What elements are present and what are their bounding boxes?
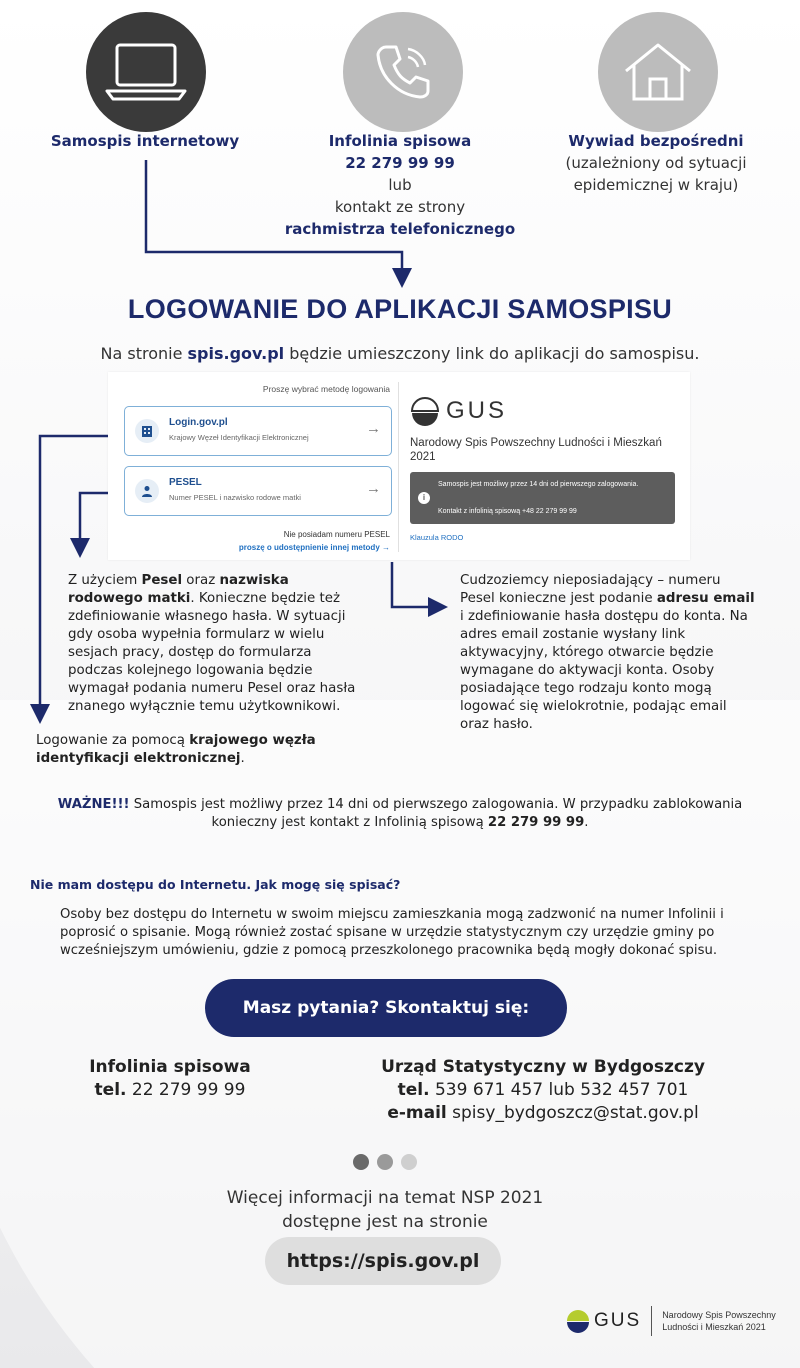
- method-direct-note1: (uzależniony od sytuacji: [565, 154, 747, 172]
- no-internet-question: Nie mam dostępu do Internetu. Jak mogę się spisać?: [30, 877, 401, 892]
- footer-gus-text: GUS: [594, 1310, 642, 1331]
- dot: [353, 1154, 369, 1170]
- gus-logo-text: GUS: [446, 397, 508, 424]
- pagination-dots: [353, 1154, 417, 1170]
- method-online-title: Samospis internetowy: [50, 132, 240, 150]
- method-phone-or: lub: [388, 176, 412, 194]
- footer-logo: [566, 1306, 776, 1336]
- login-option-logingov-title: Login.gov.pl: [169, 417, 228, 428]
- page-title: LOGOWANIE DO APLIKACJI SAMOSPISU: [127, 294, 673, 324]
- gus-logo: [410, 396, 507, 426]
- request-other-method-link[interactable]: proszę o udostępnienie innej metody →: [238, 543, 390, 552]
- method-phone-rachmistrz: rachmistrza telefonicznego: [284, 220, 516, 238]
- website-link[interactable]: https://spis.gov.pl: [265, 1237, 501, 1285]
- gus-logo-icon: [566, 1309, 590, 1333]
- info-icon: i: [418, 492, 430, 504]
- building-icon: [135, 419, 159, 443]
- method-phone-contact: kontakt ze strony: [334, 198, 466, 216]
- arrow-right-icon: →: [366, 480, 381, 497]
- rodo-link[interactable]: Klauzula RODO: [410, 533, 464, 542]
- foreigners-description: Cudzoziemcy nieposiadający – numeru Pesel konieczne jest podanie adresu email i zdefiniowanie hasła dostępu do konta. Na adres email zostanie wysłany link aktywacyjny, którego otwarcie będzie wymagane do aktywacji konta. Osoby posiadające tego rodzaju konto mogą logować się wielokrotnie, podając email oraz hasło.: [460, 573, 755, 732]
- login-option-pesel-title: PESEL: [169, 477, 202, 488]
- footer-separator: [651, 1306, 652, 1336]
- pesel-description: Z użyciem Pesel oraz nazwiska rodowego matki. Konieczne będzie też zdefiniowanie własnego hasła. W sytuacji gdy osoba wypełnia formularz w wielu sesjach pracy, dostęp do formularza podczas kolejnego logowania będzie wymagał podania numeru Pesel oraz hasła znanego wyłącznie temu użytkownikowi.: [68, 573, 356, 714]
- login-screenshot: [108, 372, 690, 560]
- method-direct-title: Wywiad bezpośredni: [568, 132, 744, 150]
- dot: [377, 1154, 393, 1170]
- footer-nsp: Narodowy Spis Powszechny Ludności i Mieszkań 2021: [662, 1310, 776, 1332]
- gus-logo-icon: [410, 396, 440, 426]
- login-option-logingov[interactable]: [124, 406, 392, 456]
- office-title: Urząd Statystyczny w Bydgoszczy: [381, 1057, 705, 1077]
- hotline-contact: [60, 1056, 280, 1102]
- important-notice: WAŻNE!!! Samospis jest możliwy przez 14 dni od pierwszego zalogowania. W przypadku zablokowania konieczny jest kontakt z Infolinią spisową 22 279 99 99.: [57, 797, 743, 830]
- method-phone-number: 22 279 99 99: [345, 154, 455, 172]
- login-option-pesel-sub: Numer PESEL i nazwisko rodowe matki: [169, 493, 301, 502]
- arrow-right-icon: →: [366, 420, 381, 437]
- more-info: Więcej informacji na temat NSP 2021 dostępne jest na stronie: [226, 1188, 544, 1232]
- nsp-title: Narodowy Spis Powszechny Ludności i Mieszkań 2021: [410, 437, 662, 463]
- site-link[interactable]: spis.gov.pl: [187, 344, 285, 363]
- office-contact: [370, 1056, 716, 1125]
- user-icon: [135, 479, 159, 503]
- info-box: [410, 472, 675, 524]
- office-email[interactable]: e-mail spisy_bydgoszcz@stat.gov.pl: [387, 1103, 699, 1123]
- contact-button[interactable]: Masz pytania? Skontaktuj się:: [205, 979, 567, 1037]
- login-option-logingov-sub: Krajowy Węzeł Identyfikacji Elektronicznej: [169, 433, 309, 442]
- divider: [398, 382, 399, 552]
- no-pesel-text: Nie posiadam numeru PESEL: [283, 530, 390, 539]
- dot: [401, 1154, 417, 1170]
- method-direct-note2: epidemicznej w kraju): [573, 176, 739, 194]
- info-box-line1: Samospis jest możliwy przez 14 dni od pierwszego zalogowania.: [438, 481, 639, 488]
- no-internet-answer: Osoby bez dostępu do Internetu w swoim miejscu zamieszkania mogą zadzwonić na numer Infolinii i poprosić o spisanie. Mogą również zostać spisane w urzędzie statystycznym czy urzędzie gminy po wcześniejszym umówieniu, gdzie z pomocą przeszkolonego pracownika będą mogły dokonać spisu.: [60, 907, 724, 958]
- method-phone-title: Infolinia spisowa: [328, 132, 472, 150]
- login-method-prompt: Proszę wybrać metodę logowania: [262, 384, 390, 394]
- national-node-description: Logowanie za pomocą krajowego węzła identyfikacji elektronicznej.: [36, 733, 316, 766]
- office-tel: tel. 539 671 457 lub 532 457 701: [397, 1080, 689, 1100]
- info-box-line2: Kontakt z infolinią spisową +48 22 279 99 99: [438, 508, 577, 515]
- hotline-tel: tel. 22 279 99 99: [94, 1080, 246, 1100]
- hotline-title: Infolinia spisowa: [89, 1057, 251, 1077]
- login-option-pesel[interactable]: [124, 466, 392, 516]
- intro-text: Na stronie spis.gov.pl będzie umieszczony link do aplikacji do samospisu.: [100, 344, 700, 363]
